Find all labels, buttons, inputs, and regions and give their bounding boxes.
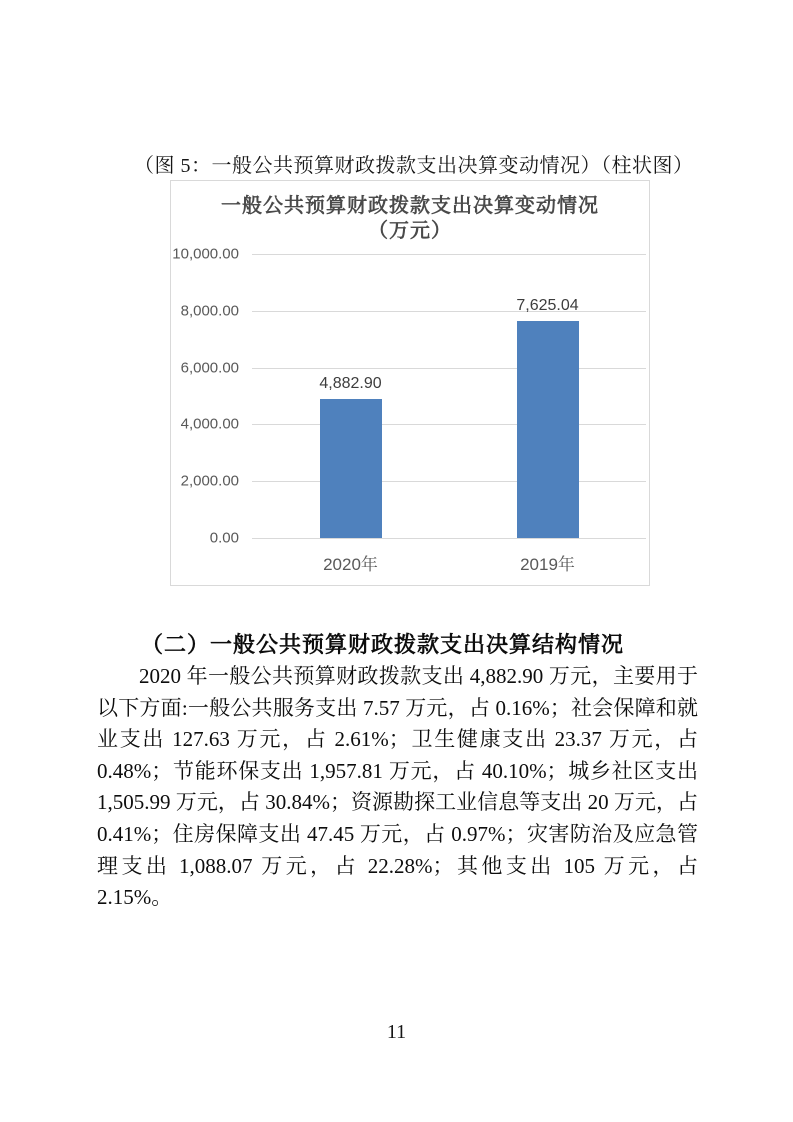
y-axis-tick-label: 0.00 (209, 529, 239, 547)
x-axis-tick-label: 2019年 (520, 555, 575, 574)
gridline (252, 254, 646, 255)
bar-data-label: 4,882.90 (319, 375, 382, 393)
gridline (252, 481, 646, 482)
page-number: 11 (386, 1021, 407, 1043)
plot-area (252, 254, 646, 574)
figure-caption: （图 5：一般公共预算财政拨款支出决算变动情况）（柱状图） (134, 155, 694, 177)
gridline (252, 424, 646, 425)
y-axis-tick-label: 10,000.00 (172, 245, 239, 263)
body-paragraph: 2020 年一般公共预算财政拨款支出 4,882.90 万元，主要用于以下方面:一般公共服务支出 7.57 万元，占 0.16%；社会保障和就业支出 127.63 万元，占 2.61%；卫生健康支出 23.37 万元，占 0.48%；节能环保支出 1,957.81 万元，占 40.10%；城乡社区支出 1,505.99 万元，占 30.84%；资源勘探工业信息等支出 20 万元，占 0.41%；住房保障支出 47.45 万元，占 0.97%；灾害防治及应急管理支出 1,088.07 万元，占 22.28%；其他支出 105 万元，占 2.15%。 (97, 664, 698, 910)
y-axis-tick-label: 4,000.00 (180, 415, 239, 433)
gridline (252, 368, 646, 369)
chart-subtitle: （万元） (368, 220, 452, 242)
y-axis-tick-label: 2,000.00 (180, 472, 239, 490)
y-axis-tick-label: 8,000.00 (180, 302, 239, 320)
section-heading: （二）一般公共预算财政拨款支出决算结构情况 (141, 632, 625, 657)
bar-data-label: 7,625.04 (516, 297, 579, 315)
chart-title: 一般公共预算财政拨款支出决算变动情况 (221, 195, 599, 217)
y-axis (171, 245, 241, 547)
gridline (252, 538, 646, 539)
bar-2020年 (320, 399, 382, 538)
y-axis-tick-label: 6,000.00 (180, 359, 239, 377)
bar-2019年 (517, 321, 579, 538)
x-axis-tick-label: 2020年 (323, 555, 378, 574)
bar-chart-figure (170, 180, 650, 586)
